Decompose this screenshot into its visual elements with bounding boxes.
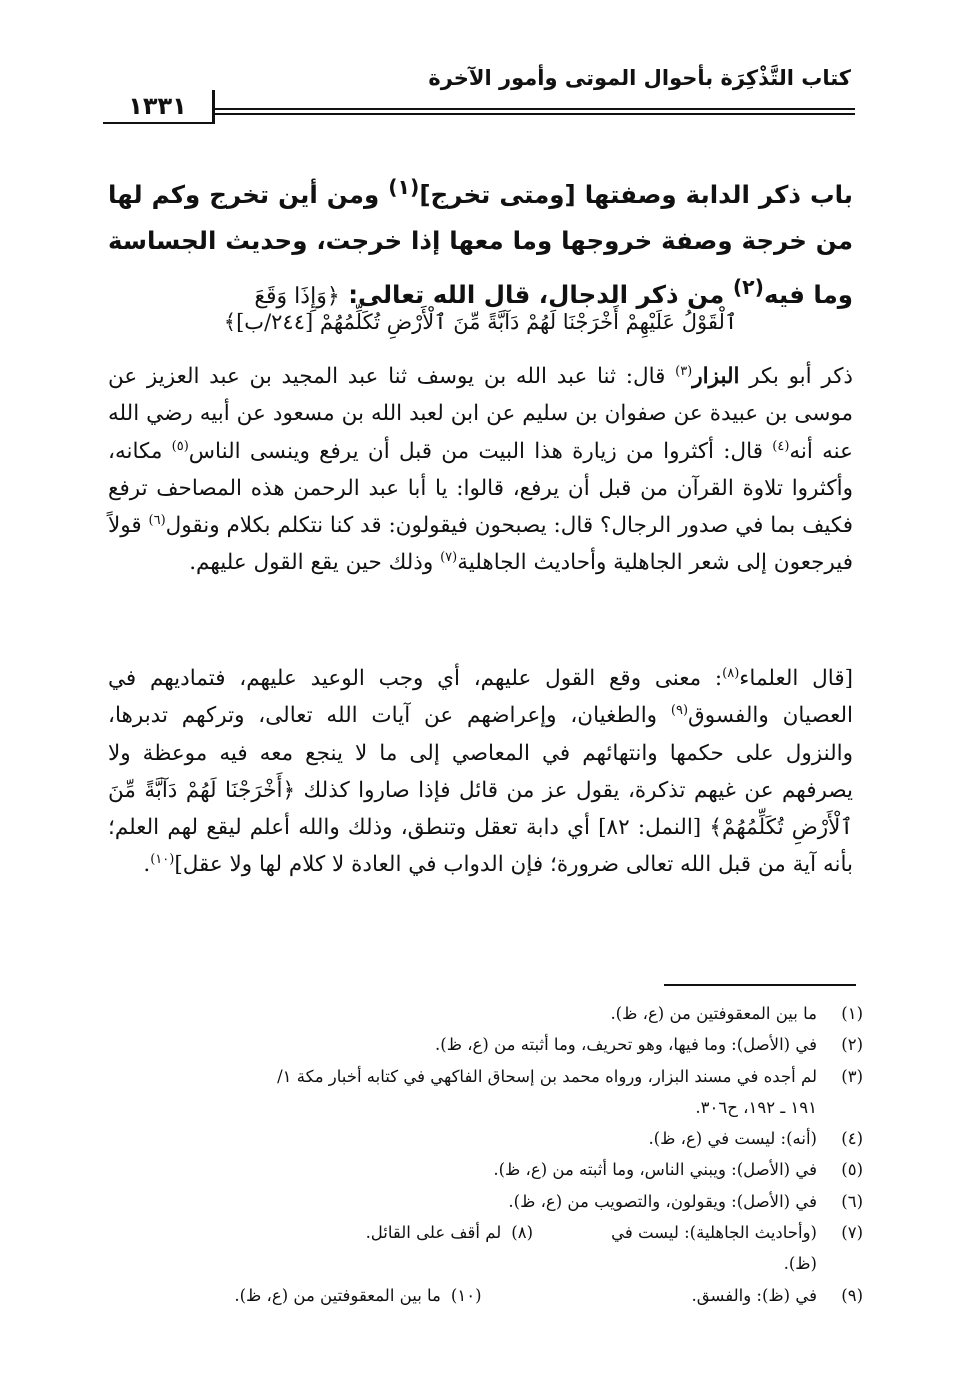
- p1-name-bazzar: البزار: [692, 364, 740, 389]
- running-header-title: كتاب التَّذْكِرَة بأحوال الموتى وأمور الآخرة: [428, 66, 851, 90]
- p2-text-1: [قال العلماء: [739, 666, 854, 691]
- footnote-text: ما بين المعقوفتين من (ع، ظ).: [610, 1004, 817, 1023]
- p1-text-2: قال: ثنا عبد الله بن يوسف ثنا عبد المجيد بن عبد العزيز عن موسى بن عبيدة عن صفوان بن سليم عن ابن لعبد الله بن مسعود عن أبيه رضي الله عنه أنه: [108, 364, 853, 464]
- page-number: ١٣٣١: [103, 90, 215, 124]
- footnote-6: [108, 1186, 863, 1217]
- footnote-text: في (الأصل): ويبني الناس، وما أثبته من (ع، ظ).: [493, 1160, 817, 1180]
- footnote-ref-8[interactable]: (٨): [722, 665, 740, 681]
- quran-verse-start: ﴿وَإِذَا وَقَعَ: [254, 284, 340, 310]
- p1-text-4: مكانه، وأكثروا تلاوة القرآن من قبل أن يرفع، قالوا: يا أبا عبد الرحمن هذه المصاحف ترفع فكيف بما في صدور الرجال؟ قال: يصبحون فيقولون: قد كنا نتكلم بكلام ونقول: [108, 438, 854, 539]
- footnote-number: (٤): [841, 1129, 863, 1149]
- footnote-number: (٧): [841, 1223, 863, 1243]
- header-rule-line-bottom: [213, 113, 855, 115]
- footnote-5: [108, 1154, 863, 1185]
- footnote-7: [593, 1217, 863, 1280]
- footnote-ref-6[interactable]: (٦): [148, 513, 166, 529]
- footnote-number: (٢): [841, 1035, 863, 1055]
- p1-text-6: وذلك حين يقع القول عليهم.: [189, 550, 441, 576]
- chapter-title-part1: باب ذكر الدابة وصفتها [ومتى تخرج]: [419, 180, 853, 210]
- footnote-ref-2[interactable]: (٢): [732, 275, 764, 300]
- p2-text-4: [النمل: ٨٢] أي دابة تعقل وتنطق، وذلك والله أعلم ليقع لهم العلم؛ بأنه آية من قبل الله تعالى ضرورة؛ فإن الدواب في العادة لا كلام لها ولا عقل]: [108, 815, 853, 878]
- footnote-3: [108, 1061, 863, 1092]
- footnote-text: لم أقف على القائل.: [365, 1223, 502, 1243]
- footnote-number: (٩): [841, 1285, 863, 1305]
- footnote-1: [108, 998, 863, 1029]
- footnote-number: (١٠): [450, 1285, 482, 1305]
- footnote-text: في (الأصل): وما فيها، وهو تحريف، وما أثبته من (ع، ظ).: [435, 1035, 817, 1055]
- footnote-8: [366, 1217, 593, 1280]
- footnote-number: (٦): [841, 1191, 863, 1211]
- p1-text-3: قال: أكثروا من زيارة هذا البيت من قبل أن يرفع وينسى الناس: [188, 438, 773, 464]
- header-rule: [103, 92, 855, 122]
- footnotes-7-8: [108, 1217, 863, 1280]
- footnote-ref-7[interactable]: (٧): [440, 550, 458, 566]
- footnote-ref-1[interactable]: (١): [388, 175, 420, 199]
- p2-text-2: : معنى وقع القول عليهم، أي وجب الوعيد عليهم، فتماديهم في العصيان والفسوق: [108, 666, 853, 729]
- footnote-text: (أنه): ليست في (ع، ظ).: [648, 1129, 817, 1149]
- footnote-text: في (ظ): والفسق.: [691, 1285, 817, 1305]
- footnote-text: في (الأصل): ويقولون، والتصويب من (ع، ظ).: [508, 1191, 817, 1211]
- footnotes-9-10: [108, 1280, 863, 1311]
- footnotes: [108, 998, 863, 1311]
- footnote-9: [692, 1280, 863, 1311]
- footnote-10: [234, 1280, 691, 1311]
- chapter-title-part3: من ذكر الدجال، قال الله تعالى:: [339, 280, 733, 310]
- footnote-text: (وأحاديث الجاهلية): ليست في (ظ).: [611, 1223, 817, 1274]
- p1-text-1: ذكر أبو بكر: [739, 364, 853, 389]
- chapter-title: [108, 164, 853, 320]
- header-rule-line-top: [213, 108, 855, 110]
- p2-text-5: .: [143, 852, 151, 878]
- footnote-number: (١): [841, 1004, 863, 1023]
- p2-quran-verse: ﴿أَخْرَجْنَا لَهُمْ دَآبَّةً مِّنَ ٱلْأَرْضِ تُكَلِّمُهُمْ﴾: [108, 777, 853, 841]
- footnote-2: [108, 1029, 863, 1060]
- footnote-4: [108, 1123, 863, 1154]
- paragraph-1: [108, 358, 853, 582]
- footnote-ref-3[interactable]: (٣): [675, 363, 693, 379]
- footnote-text: لم أجده في مسند البزار، ورواه محمد بن إسحاق الفاكهي في كتابه أخبار مكة ١/: [277, 1066, 817, 1086]
- footnote-separator: [664, 984, 856, 986]
- footnote-ref-10[interactable]: (١٠): [150, 852, 175, 868]
- footnote-number: (٨): [511, 1223, 533, 1243]
- footnote-number: (٥): [841, 1160, 863, 1180]
- footnote-number: (٣): [841, 1066, 863, 1086]
- quran-verse-line: ٱلْقَوْلُ عَلَيْهِمْ أَخْرَجْنَا لَهُمْ دَآبَّةً مِّنَ ٱلْأَرْضِ تُكَلِّمُهُمْ [٢٤٤/ب]﴾: [223, 310, 738, 334]
- footnote-text: ما بين المعقوفتين من (ع، ظ).: [234, 1285, 441, 1305]
- footnote-ref-4[interactable]: (٤): [772, 438, 790, 454]
- footnote-ref-9[interactable]: (٩): [670, 703, 689, 719]
- footnote-ref-5[interactable]: (٥): [171, 438, 189, 454]
- footnote-3-continuation: ١٩١ ـ ١٩٢، ح٣٠٦.: [695, 1097, 817, 1117]
- chapter-title-part2: ومن أين تخرج وكم لها من خرجة وصفة خروجها وما معها إذا خرجت، وحديث الجساسة وما فيه: [108, 180, 853, 310]
- p1-text-5: قولاً فيرجعون إلى شعر الجاهلية وأحاديث الجاهلية: [108, 513, 853, 576]
- p2-text-3: والطغيان، وإعراضهم عن آيات الله تعالى، وتركهم تدبرها، والنزول على حكمها وانتهائهم في المعاصي إلى ما لا ينجع معه فيه موعظة ولا يصرفهم عن غيهم تذكرة، يقول عز من قائل فإذا صاروا كذلك: [108, 703, 853, 803]
- paragraph-2: [108, 660, 853, 884]
